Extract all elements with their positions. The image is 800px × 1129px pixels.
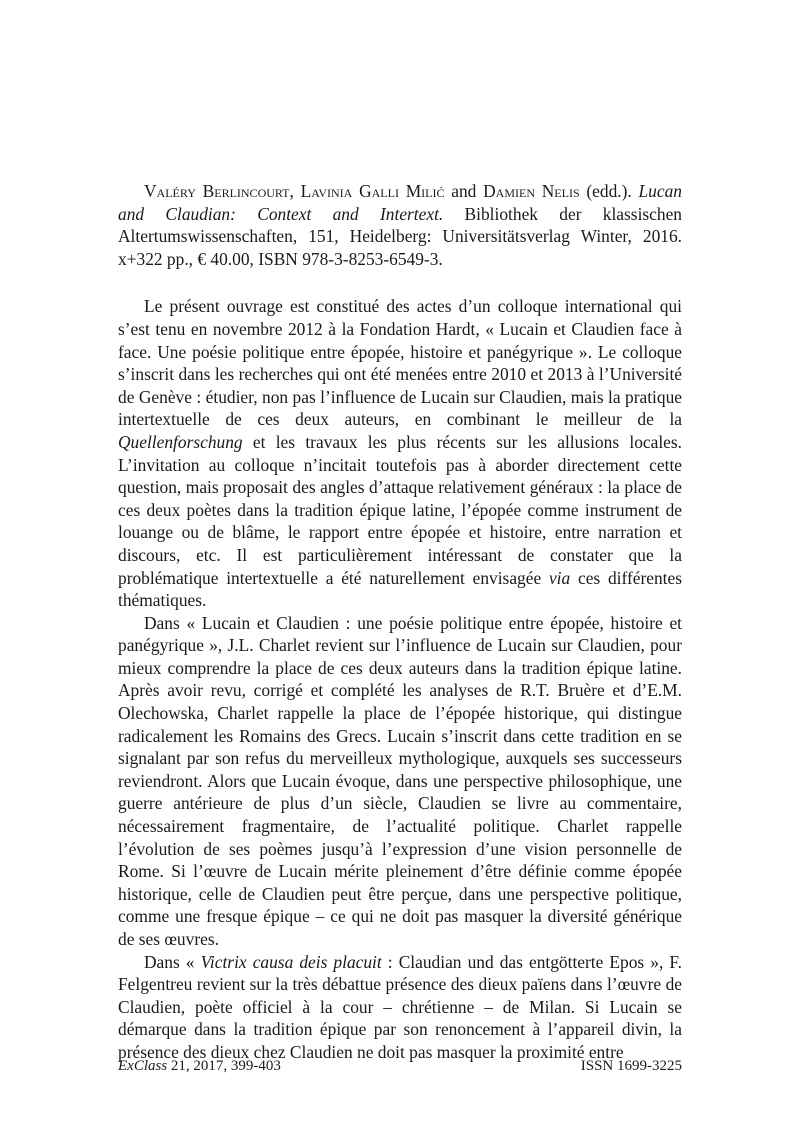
paragraph-1-text-a: Le présent ouvrage est constitué des actes d’un colloque international qui s’est tenu en novembre 2012 à la Fondation Hardt, « Lucain et Claudien face à face. Une poésie politique entre épopée, histoire et panégyrique ». Le colloque s’inscrit dans les recherches qui ont été menées entre 2010 et 2013 à l’Université de Genève : étudier, non pas l’influence de Lucain sur Claudien, mais la pratique intertextuelle de ces deux auteurs, en combinant le meilleur de la [118,296,682,430]
editor-and: and [444,181,484,201]
footer-citation [118,1058,281,1075]
editor-suffix: (edd.). [579,181,632,201]
book-citation [118,180,682,270]
book-title: Lucan and Claudian: Context and Intertext. [118,181,682,224]
journal-details: 21, 2017, 399-403 [167,1058,281,1074]
publication-details: Bibliothek der klassischen Altertumswissenschaften, 151, Heidelberg: Universitätsverlag Winter, 2016. x+322 pp., € 40.00, ISBN 978-3-8253-6549-3. [118,203,682,269]
paragraph-3 [118,951,682,1064]
paragraph-3-text-b: : Claudian und das entgötterte Epos », F. Felgentreu revient sur la très débattue présence des dieux païens dans l’œuvre de Claudien, poète officiel à la cour – chrétienne – de Milan. Si Lucain se démarque dans la tradition épique par son renoncement à l’appareil divin, la présence des dieux chez Claudien ne doit pas masquer la proximité entre [118,951,683,1062]
paragraph-1 [118,295,682,611]
page-content [118,180,682,1064]
journal-name: ExClass [118,1058,168,1074]
paragraph-3-italic: Victrix causa deis placuit [200,951,382,972]
page-footer [118,1058,682,1075]
editor-name-last: Damien Nelis [483,181,580,201]
paragraph-1-italic-1: Quellenforschung [118,431,243,452]
editor-names: Valéry Berlincourt, Lavinia Galli Milić [144,181,445,201]
paragraph-1-text-c: ces différentes thématiques. [118,567,682,611]
review-body [118,295,682,1063]
paragraph-1-italic-2: via [548,567,571,588]
paragraph-2: Dans « Lucain et Claudien : une poésie politique entre épopée, histoire et panégyrique », J.L. Charlet revient sur l’influence de Lucain sur Claudien, pour mieux comprendre la place de ces deux auteurs dans la tradition épique latine. Après avoir revu, corrigé et complété les analyses de R.T. Bruère et d’E.M. Olechowska, Charlet rappelle la place de l’épopée historique, qui distingue radicalement les Romains des Grecs. Lucain s’inscrit dans cette tradition en se signalant par son refus du merveilleux mythologique, auxquels ses successeurs reviendront. Alors que Lucain évoque, dans une perspective philosophique, une guerre antérieure de plus d’un siècle, Claudien se livre au commentaire, nécessairement fragmentaire, de l’actualité politique. Charlet rappelle l’évolution de ses poèmes jusqu’à l’expression d’une vision personnelle de Rome. Si l’œuvre de Lucain mérite pleinement d’être définie comme épopée historique, celle de Claudien peut être perçue, dans une perspective politique, comme une fresque épique – ce qui ne doit pas masquer la diversité générique de ses œuvres. [118,612,682,949]
paragraph-1-text-b: et les travaux les plus récents sur les allusions locales. L’invitation au colloque n’incitait toutefois pas à aborder directement cette question, mais proposait des angles d’attaque relativement généraux : la place de ces deux poètes dans la tradition épique latine, l’épopée comme instrument de louange ou de blâme, le rapport entre épopée et histoire, entre narration et discours, etc. Il est particulièrement intéressant de constater que la problématique intertextuelle a été naturellement envisagée [118,431,682,588]
footer-issn: ISSN 1699-3225 [580,1058,682,1074]
paragraph-3-text-a: Dans « [144,951,201,972]
